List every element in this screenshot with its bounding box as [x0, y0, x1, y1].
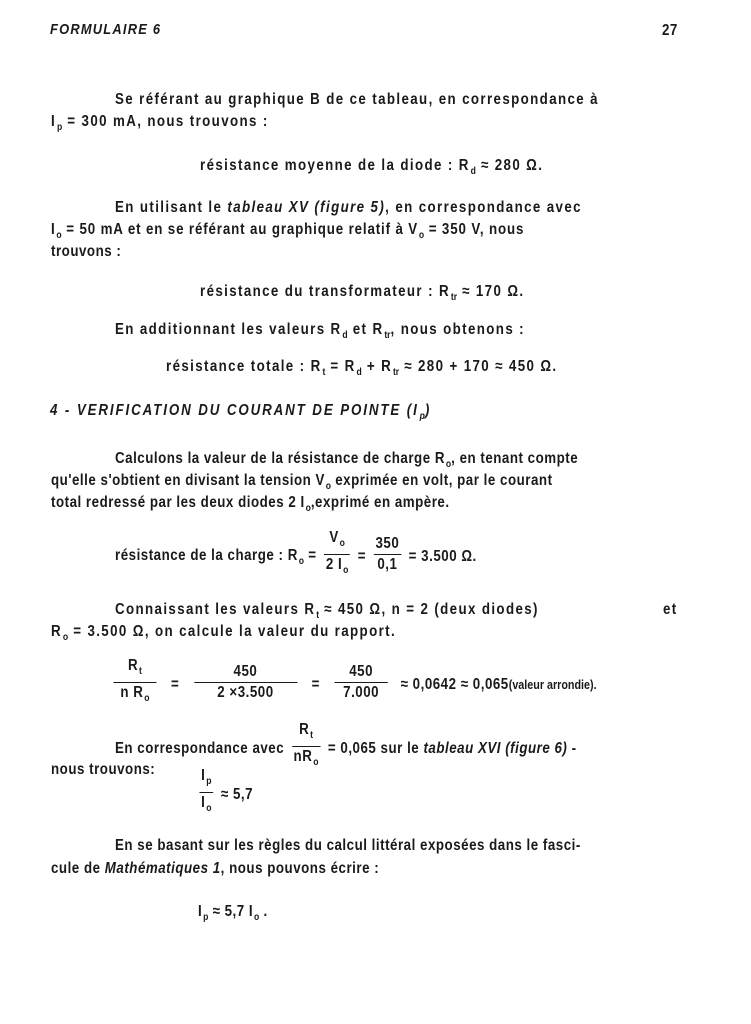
diode-resistance-equation: résistance moyenne de la diode : $R_d \approx 280$ Ω.: [200, 157, 544, 177]
para2-line2: $I_o = 50$ mA et en se référant au graphique relatif à $V_o = 350$ V, nous: [51, 221, 525, 241]
para2-line1: En utilisant le tableau XV (figure 5), en correspondance avec: [115, 199, 582, 216]
reference-tableau-xv: tableau XV (figure 5): [227, 199, 386, 216]
fraction-450-over-2x3500: $\frac{450}{2 \times 3.500}$: [194, 662, 297, 703]
fraction-350-over-0-1: $\frac{350}{0,1}$: [375, 535, 400, 573]
para4-line2: qu'elle s'obtient en divisant la tension $V_o$ exprimée en volt, par le courant: [51, 472, 553, 492]
load-resistance-equation: résistance de la charge : $R_o$ = $\frac{V_o}{2 I_o}$ = $\frac{350}{0,1}$ = 3.500 Ω.: [115, 530, 477, 583]
fraction-rt-over-nro-inline: $\frac{R_t}{nR_o}$: [293, 721, 319, 768]
para1-line1: Se référant au graphique B de ce tableau, en correspondance à: [115, 91, 599, 108]
ratio-approx-value: ≈ 0,0642 ≈ 0,065: [400, 675, 509, 693]
para4-line1: Calculons la valeur de la résistance de charge $R_o$, en tenant compte: [115, 450, 579, 470]
para3-line: En additionnant les valeurs $R_d$ et $R_{tr}$, nous obtenons :: [115, 321, 526, 341]
fraction-ip-over-io: $\frac{I_p}{I_o}$: [201, 767, 212, 814]
load-resistance-result: = 3.500 Ω.: [408, 547, 477, 565]
fraction-vo-over-2io: $\frac{V_o}{2 I_o}$: [325, 529, 349, 576]
running-header-title: FORMULAIRE 6: [50, 21, 162, 38]
final-peak-current-formula: $I_p \approx 5,7$ $I_o$ .: [198, 903, 268, 923]
reference-tableau-xvi: tableau XVI (figure 6): [423, 739, 568, 757]
para7-line2: cule de Mathématiques 1, nous pouvons écrire :: [51, 860, 380, 877]
reference-mathematiques-1: Mathématiques 1: [104, 860, 221, 877]
total-resistance-equation: résistance totale : $R_t = R_d + R_{tr} \approx 280 + 170 \approx 450$ Ω.: [166, 358, 558, 378]
ratio-equation: $\frac{R_t}{n R_o}$ = $\frac{450}{2 \times 3.500}$ = $\frac{450}{7.000}$ ≈ 0,0642 ≈ 0,065(valeur arrondie).: [110, 658, 597, 711]
page-number: 27: [662, 22, 678, 39]
rounded-value-note: (valeur arrondie).: [508, 677, 597, 692]
transformer-resistance-equation: résistance du transformateur : $R_{tr} \approx 170$ Ω.: [200, 283, 525, 303]
fraction-rt-over-nro: $\frac{R_t}{n R_o}$: [113, 656, 156, 709]
fraction-450-over-7000: $\frac{450}{7.000}$: [334, 662, 387, 703]
para4-line3: total redressé par les deux diodes 2 $I_o,exprimé$ en ampère.: [51, 494, 450, 514]
para2-line3: trouvons :: [51, 243, 122, 260]
peak-current-ratio-result: $\frac{I_p}{I_o}$ ≈ 5,7: [196, 768, 253, 821]
para6-line1: En correspondance avec $\frac{R_t}{nR_o}$ = 0,065 sur le tableau XVI (figure 6) -: [115, 722, 577, 775]
section-heading: 4 - VERIFICATION DU COURANT DE POINTE $(I_p)$: [50, 402, 432, 422]
para5-line1-end: et: [663, 601, 678, 618]
para5-line1: Connaissant les valeurs $R_t \approx 450$ Ω, n = 2 (deux diodes): [115, 601, 539, 621]
para6-line2: nous trouvons:: [51, 761, 156, 778]
para1-line2: $I_p = 300$ mA, nous trouvons :: [51, 113, 269, 133]
load-resistance-label: résistance de la charge : $R_o$ =: [115, 546, 317, 567]
para7-line1: En se basant sur les règles du calcul littéral exposées dans le fasci-: [115, 837, 581, 854]
para5-line2: $R_o = 3.500$ Ω, on calcule la valeur du rapport.: [51, 623, 397, 643]
